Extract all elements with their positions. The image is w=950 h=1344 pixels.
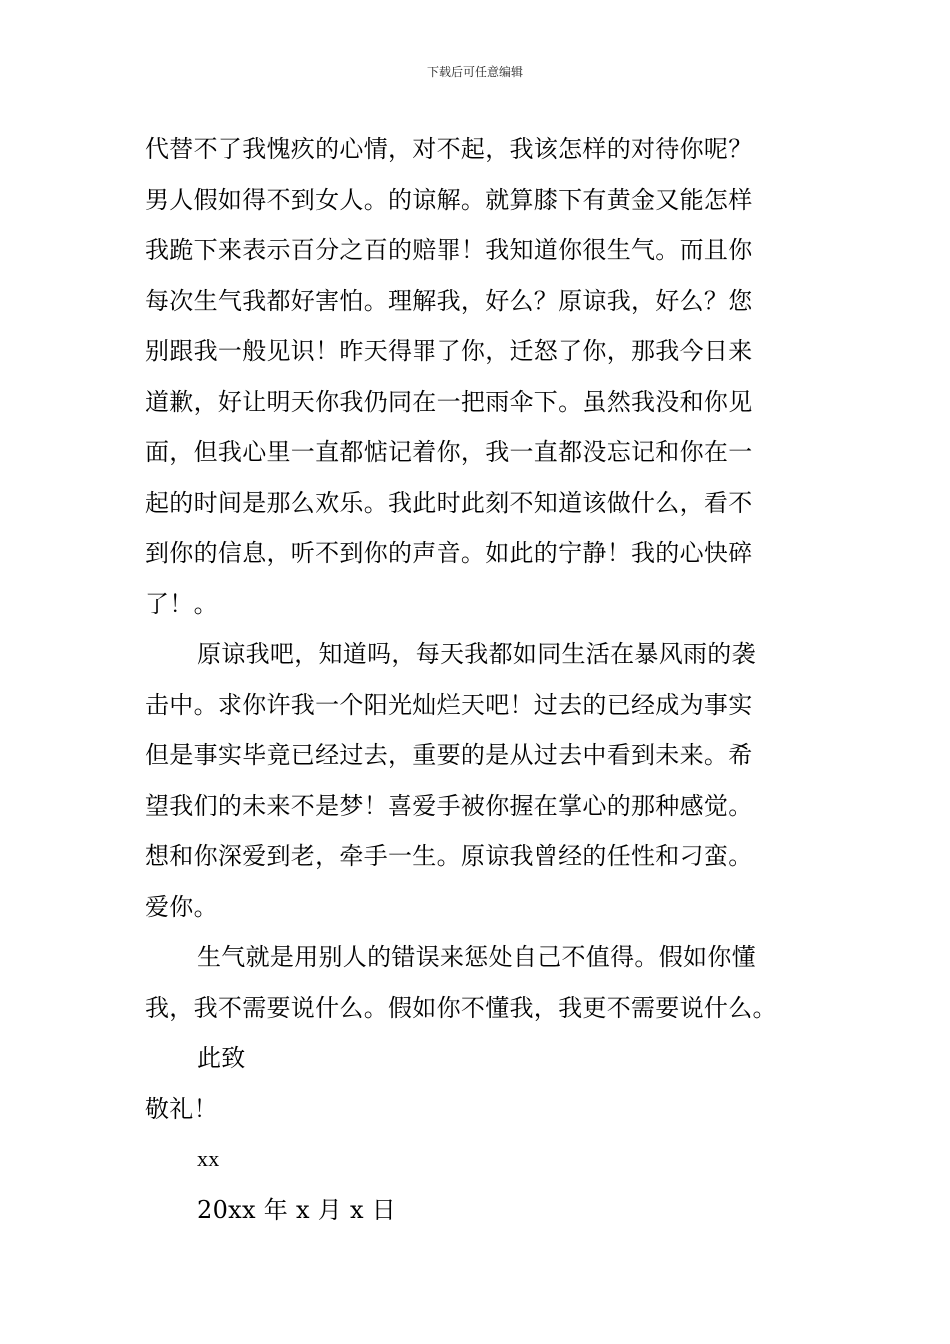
text-line: 爱你。 [145,892,218,921]
text-line: 到你的信息，听不到你的声音。如此的宁静！我的心快碎 [145,539,753,567]
text-line: 但是事实毕竟已经过去，重要的是从过去中看到未来。希 [145,741,753,769]
letter-body [145,124,810,1235]
text-line: 起的时间是那么欢乐。我此时此刻不知道该做什么，看不 [145,488,753,517]
text-line: 男人假如得不到女人。的谅解。就算膝下有黄金又能怎样 [145,185,753,214]
text-line: 了！。 [145,589,218,618]
paragraph-start-line: 生气就是用别人的错误来惩处自己不值得。假如你懂 [197,943,756,971]
text-line: 击中。求你许我一个阳光灿烂天吧！过去的已经成为事实 [145,690,753,719]
paragraph-start-line: 原谅我吧，知道吗，每天我都如同生活在暴风雨的袭 [197,640,756,668]
text-line: 面，但我心里一直都惦记着你，我一直都没忘记和你在一 [145,438,753,466]
date-line: 20xx 年 x 月 x 日 [197,1195,397,1224]
text-line: 我，我不需要说什么。假如你不懂我，我更不需要说什么。 [145,993,777,1022]
text-line: 望我们的未来不是梦！喜爱手被你握在掌心的那种感觉。 [145,791,753,820]
text-line: 别跟我一般见识！昨天得罪了你，迁怒了你，那我今日来 [145,337,753,365]
closing-respect: 敬礼！ [145,1094,218,1123]
text-line: 想和你深爱到老，牵手一生。原谅我曾经的任性和刁蛮。 [145,842,753,870]
text-line: 每次生气我都好害怕。理解我，好么？原谅我，好么？您 [145,286,753,315]
text-line: 我跪下来表示百分之百的赔罪！我知道你很生气。而且你 [145,236,753,264]
signature: xx [197,1146,220,1171]
text-line: 道歉，好让明天你我仍同在一把雨伞下。虽然我没和你见 [145,387,753,416]
closing-salutation: 此致 [197,1044,246,1072]
page-header: 下载后可任意编辑 [426,65,523,79]
text-line: 代替不了我愧疚的心情，对不起，我该怎样的对待你呢？ [145,135,753,163]
